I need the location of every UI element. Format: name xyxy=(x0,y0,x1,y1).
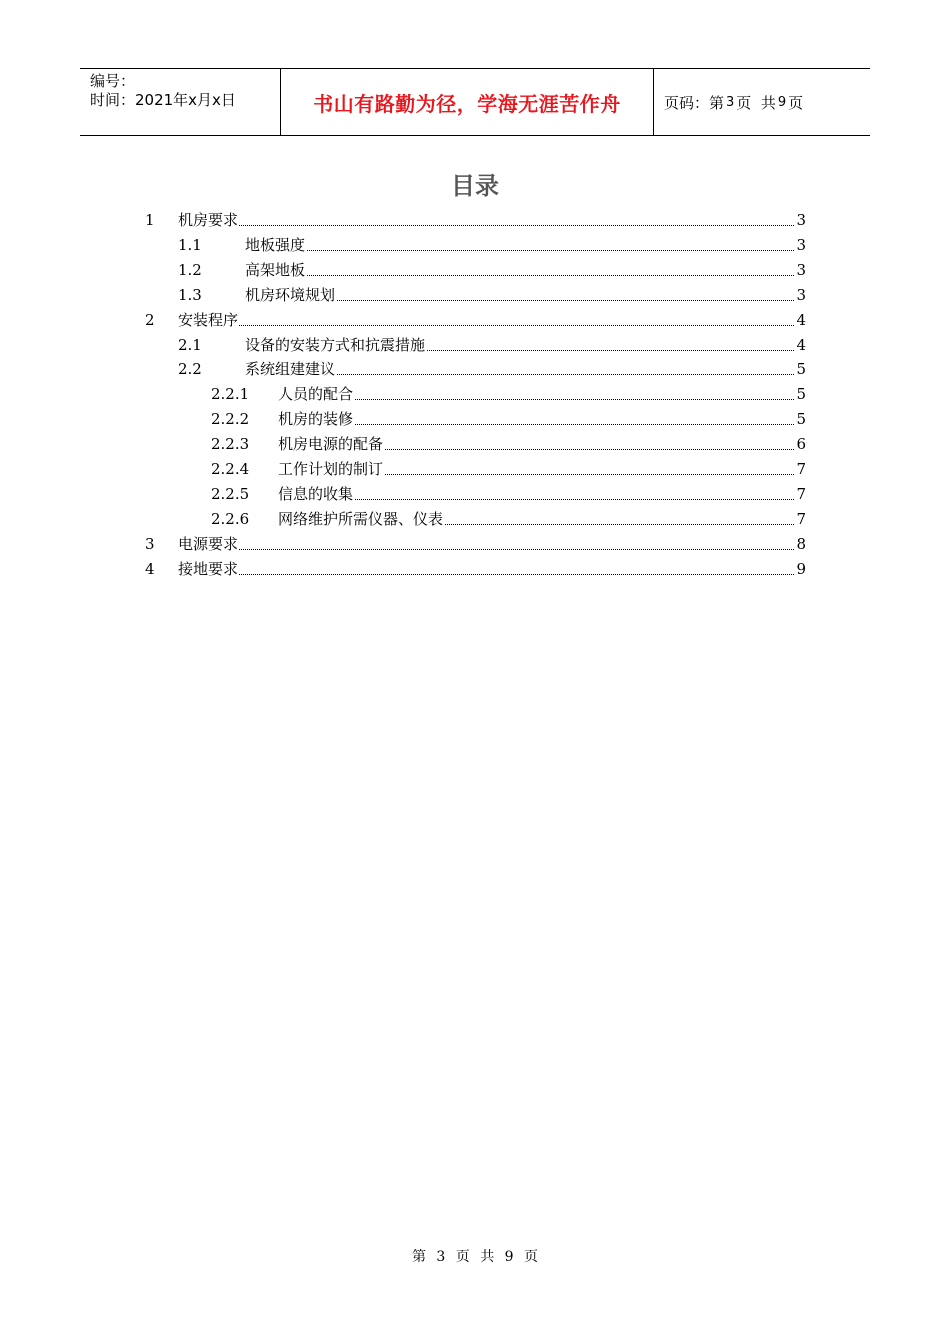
toc-entry-page: 5 xyxy=(795,357,806,381)
page-suffix: 页 xyxy=(788,93,804,112)
toc-entry[interactable] xyxy=(178,258,806,282)
toc-entry-title: 网络维护所需仪器、仪表 xyxy=(278,507,444,531)
toc-leader xyxy=(245,275,796,276)
toc-entry[interactable] xyxy=(211,457,806,481)
page-total: 9 xyxy=(777,94,787,110)
page-number: 3 xyxy=(726,94,735,110)
toc-entry-number: 1.1 xyxy=(178,235,202,254)
toc-entry-number: 2.2.6 xyxy=(211,509,250,528)
toc-entry-page: 4 xyxy=(795,308,806,332)
toc-entry-page: 4 xyxy=(795,333,806,357)
toc-entry-number: 2.2.4 xyxy=(211,460,250,478)
toc-entry[interactable] xyxy=(211,407,806,431)
toc-entry-title: 机房要求 xyxy=(178,208,239,232)
toc-entry-number: 2.2 xyxy=(178,360,202,379)
toc-entry-number: 1.3 xyxy=(178,285,202,304)
toc-entry-number: 1.2 xyxy=(178,260,202,279)
toc-leader xyxy=(278,424,796,425)
toc-entry-page: 8 xyxy=(795,532,806,556)
toc-entry-title: 系统组建建议 xyxy=(245,357,336,381)
toc-entry[interactable] xyxy=(211,507,806,531)
toc-title: 目录 xyxy=(451,172,499,200)
document-time: 时间：2021年x月x日 xyxy=(90,91,236,109)
toc-entry[interactable] xyxy=(211,482,806,506)
toc-entry-title: 机房电源的配备 xyxy=(278,432,384,456)
page-footer: 第 3 页 共 9 页 xyxy=(411,1249,539,1265)
toc-entry-page: 3 xyxy=(795,233,806,257)
toc-entry[interactable] xyxy=(211,382,806,406)
toc-entry-title: 工作计划的制订 xyxy=(278,457,384,481)
toc-entry-page: 3 xyxy=(795,208,806,232)
toc-entry-number: 1 xyxy=(145,211,155,229)
toc-entry[interactable] xyxy=(178,357,806,381)
toc-entry[interactable] xyxy=(178,283,806,307)
toc-entry[interactable] xyxy=(145,208,806,232)
document-id-label: 编号： xyxy=(90,72,136,90)
toc-entry-page: 7 xyxy=(795,457,806,481)
toc-entry-title: 地板强度 xyxy=(245,233,306,257)
toc-leader xyxy=(178,225,796,226)
toc-entry[interactable] xyxy=(145,308,806,332)
toc-leader xyxy=(178,574,796,575)
toc-entry-number: 3 xyxy=(145,534,155,553)
toc-entry-number: 2.2.1 xyxy=(211,385,250,404)
toc-entry-title: 机房的装修 xyxy=(278,407,354,431)
toc-entry-number: 2.2.3 xyxy=(211,435,250,454)
header-page-info xyxy=(654,69,870,135)
header-meta xyxy=(80,69,281,135)
toc-entry-page: 7 xyxy=(795,507,806,531)
toc-entry-page: 7 xyxy=(795,482,806,506)
toc-entry-title: 电源要求 xyxy=(178,532,239,556)
toc-entry-number: 2 xyxy=(145,310,155,329)
toc-entry-title: 接地要求 xyxy=(178,557,239,581)
toc-entry[interactable] xyxy=(178,233,806,257)
toc-entry-title: 人员的配合 xyxy=(278,382,354,406)
toc-entry-page: 9 xyxy=(795,557,806,581)
toc-entry-page: 6 xyxy=(795,432,806,456)
toc-leader xyxy=(245,250,796,251)
header-motto: 书山有路勤为径，学海无涯苦作舟 xyxy=(281,69,654,135)
toc-entry[interactable] xyxy=(145,532,806,556)
toc-entry[interactable] xyxy=(145,557,806,581)
toc-leader xyxy=(278,499,796,500)
toc-leader xyxy=(178,549,796,550)
toc-entry-title: 机房环境规划 xyxy=(245,283,336,307)
toc-entry-page: 3 xyxy=(795,258,806,282)
toc-entry-title: 信息的收集 xyxy=(278,482,354,506)
toc-entry-title: 安装程序 xyxy=(178,308,239,332)
toc-entry-title: 设备的安装方式和抗震措施 xyxy=(245,333,426,357)
toc-entry-title: 高架地板 xyxy=(245,258,306,282)
page-header xyxy=(80,68,870,136)
toc-leader xyxy=(178,325,796,326)
page-mid: 页 共 xyxy=(736,93,776,112)
toc-leader xyxy=(278,399,796,400)
toc-entry[interactable] xyxy=(178,333,806,357)
toc-entry-page: 5 xyxy=(795,382,806,406)
toc-entry-number: 2.2.2 xyxy=(211,410,250,429)
toc-entry[interactable] xyxy=(211,432,806,456)
toc-entry-number: 2.2.5 xyxy=(211,484,250,503)
toc-entry-number: 2.1 xyxy=(178,335,202,354)
toc-entry-page: 5 xyxy=(795,407,806,431)
toc-entry-page: 3 xyxy=(795,283,806,307)
toc-entry-number: 4 xyxy=(145,559,155,578)
page-prefix: 页码：第 xyxy=(664,93,725,112)
